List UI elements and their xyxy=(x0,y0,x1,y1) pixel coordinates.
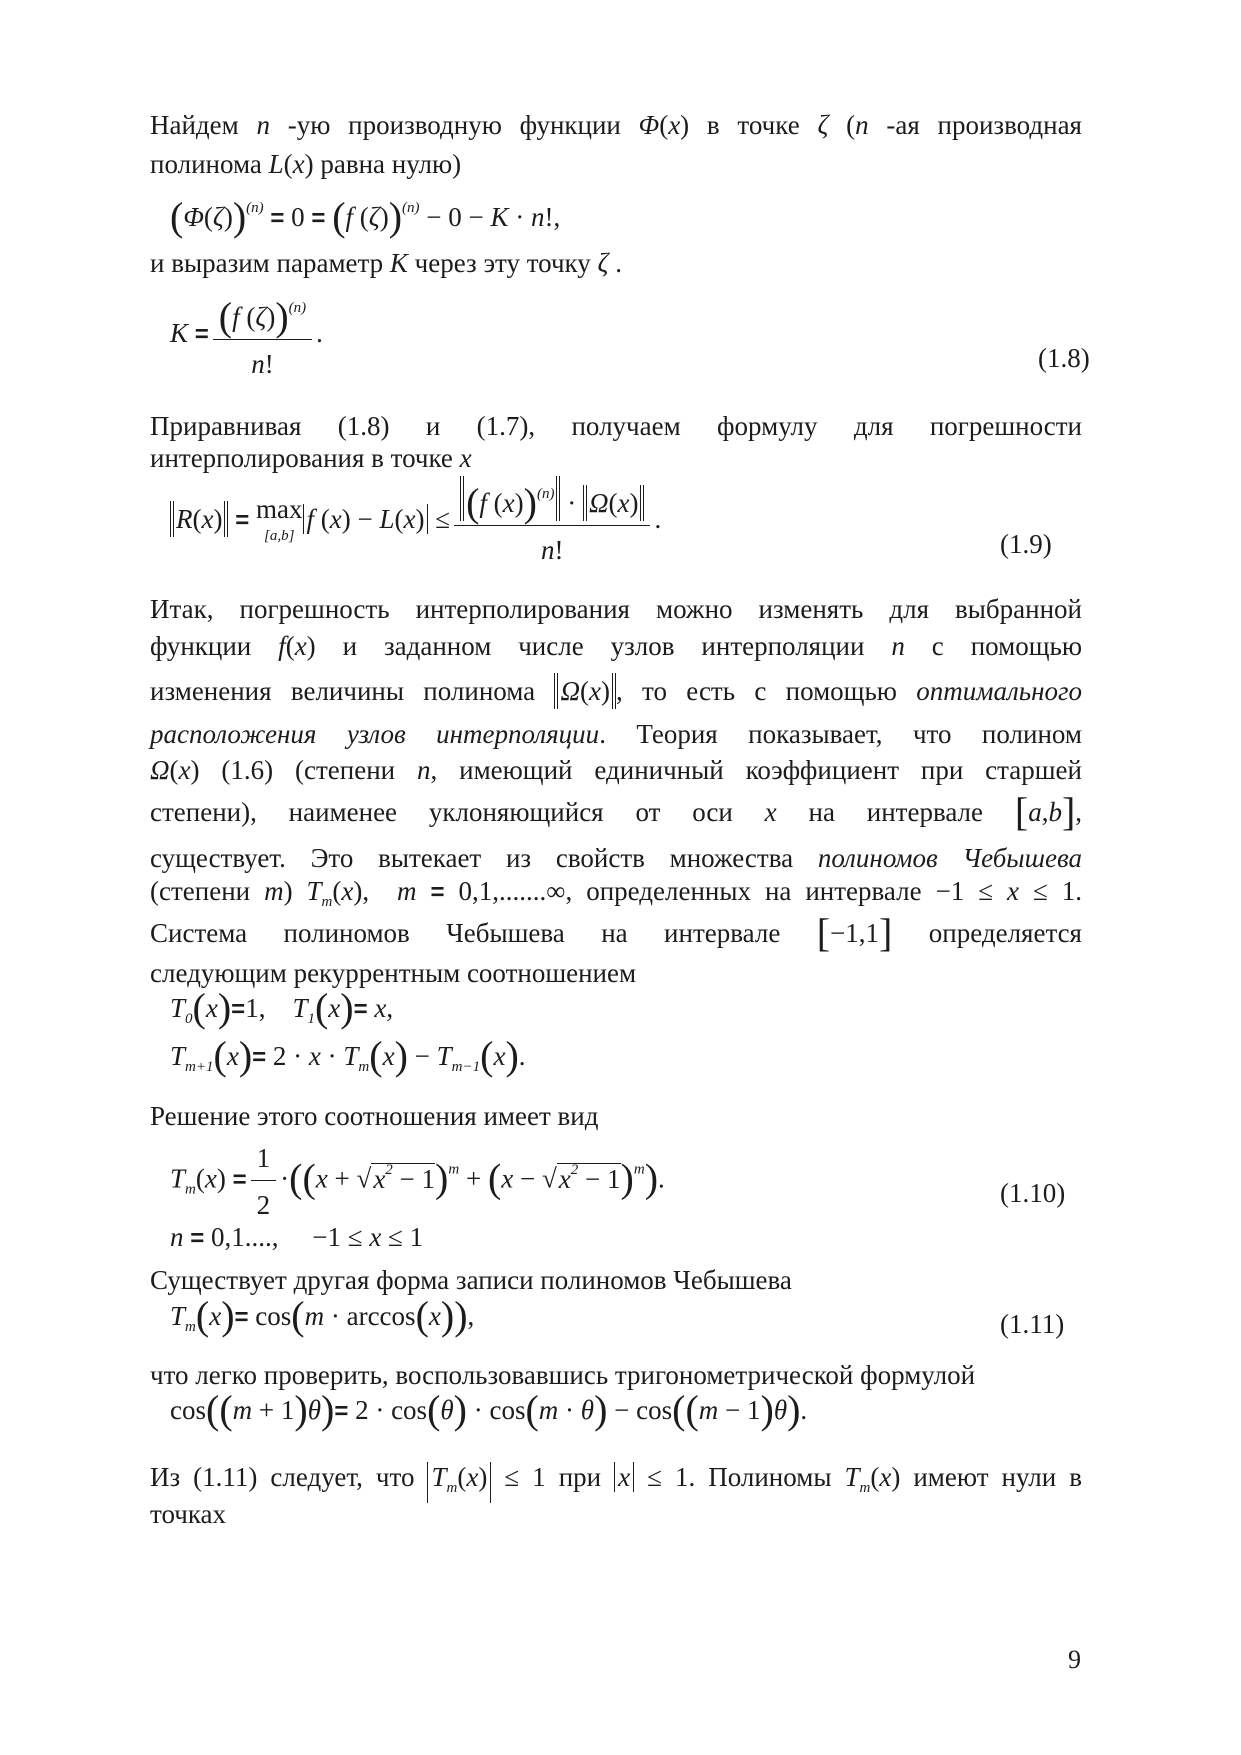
text-run: в точке xyxy=(689,110,818,140)
equation-number: (1.8) xyxy=(1038,343,1090,373)
text-run: Система полиномов Чебышева на интервале xyxy=(150,918,817,948)
math-K: K xyxy=(389,248,408,278)
equation-1-8: K = $\frac{(f (\zeta))^{(n)}}{n!}$ . xyxy=(170,290,323,382)
equation-trig: cos((m + 1)θ)= 2 · cos(θ) · cos(m · θ) − cos((m − 1)θ). xyxy=(170,1387,808,1432)
text-run: (степени xyxy=(150,876,265,906)
text-run: интерполирования в точке xyxy=(150,443,460,473)
text-run: через эту точку xyxy=(407,248,598,278)
text-run: равна нулю) xyxy=(313,149,462,179)
text-run: , то есть с помощью xyxy=(615,676,917,706)
italic-text: оптимального xyxy=(916,676,1082,706)
text-run: -ая производная xyxy=(868,110,1082,140)
text-run: Из (1.11) следует, что xyxy=(150,1462,428,1492)
paragraph-line: что легко проверить, воспользовавшись тригонометрической формулой xyxy=(150,1360,976,1390)
paragraph-line: Ω(x) (1.6) (степени n, имеющий единичный коэффициент при старшей xyxy=(150,755,1082,785)
text-run: , имеющий единичный коэффициент при старшей xyxy=(430,755,1082,785)
text-run: . xyxy=(608,248,622,278)
math-x: x xyxy=(459,443,472,473)
paragraph-line: изменения величины полинома Ω(x) , то есть с помощью оптимального xyxy=(150,673,1082,709)
text-run: ) xyxy=(283,876,307,906)
equation-recurrence-base: $T_0(x)=1$, $T_1(x)= x$, xyxy=(170,985,394,1030)
paragraph-line: и выразим параметр K через эту точку ζ . xyxy=(150,248,622,278)
text-run: ( xyxy=(828,110,856,140)
paragraph-line: Найдем n -ую производную функции Φ(x) в точке ζ (n -ая производная xyxy=(150,110,1082,140)
math-zeta: ζ xyxy=(817,110,829,140)
paragraph-line: Приравнивая (1.8) и (1.7), получаем формулу для погрешности xyxy=(150,411,1082,441)
text-run: на интервале xyxy=(776,797,1015,827)
equation-number: (1.10) xyxy=(1000,1178,1066,1208)
text-run: существует. Это вытекает из свойств множества xyxy=(150,843,818,873)
paragraph-line: функции f(x) и заданном числе узлов интерполяции n с помощью xyxy=(150,631,1082,661)
equation-1-9: R(x) = max [a,b]f (x) − L(x) ≤ $\frac{(f (x))^{(n)} \cdot \Omega(x)}{n!}$ . xyxy=(170,476,661,568)
equation-number: (1.9) xyxy=(1000,529,1052,559)
text-run: с помощью xyxy=(904,631,1082,661)
math-n: n xyxy=(256,110,270,140)
italic-text: расположения узлов интерполяции xyxy=(150,719,600,749)
equation-derivative: $(\Phi(\zeta))^{(n)} = 0 = (f$ (ζ))$^{(n)}$ − 0 − K · n!, xyxy=(170,194,561,239)
paragraph-line: (степени m) $T_m(x)$, m = 0,1,.......∞, определенных на интервале −1 ≤ x ≤ 1. xyxy=(150,876,1083,910)
paragraph-line: полинома L(x) равна нулю) xyxy=(150,149,462,179)
italic-text: полиномов Чебышева xyxy=(817,843,1082,873)
paragraph-line: степени), наименее уклоняющийся от оси x на интервале [a,b], xyxy=(150,789,1083,834)
paragraph-line xyxy=(150,440,1082,476)
text-run: изменения величины полинома xyxy=(150,676,555,706)
paragraph-line: Система полиномов Чебышева на интервале [−1,1] определяется xyxy=(150,910,1082,955)
text-run: , определенных на интервале xyxy=(565,876,936,906)
text-run: . Полиномы xyxy=(688,1462,845,1492)
paragraph-line xyxy=(150,716,1082,752)
text-run: имеют нули в xyxy=(900,1462,1082,1492)
text-run: и заданном числе узлов интерполяции xyxy=(315,631,892,661)
paragraph-line: Итак, погрешность интерполирования можно изменять для выбранной xyxy=(150,594,1082,624)
text-run: . Теория показывает, что полином xyxy=(599,719,1082,749)
text-run: Найдем xyxy=(150,110,257,140)
equation-n-range: n = 0,1...., −1 ≤ x ≤ 1 xyxy=(170,1222,424,1252)
equation-1-10: $T_m(x)$ = $\frac{1}{2}$ $\cdot((x + √x^2 - 1)^m + (x - √x^2 - 1)^m)$. xyxy=(170,1140,665,1223)
paragraph-line: точках xyxy=(150,1499,227,1529)
equation-number: (1.11) xyxy=(1000,1309,1065,1339)
text-run: (1.6) (степени xyxy=(199,755,417,785)
text-run: и выразим параметр xyxy=(150,248,390,278)
text-run: степени), наименее уклоняющийся от оси xyxy=(150,797,765,827)
paragraph-line: следующим рекуррентным соотношением xyxy=(150,958,637,988)
equation-recurrence: $T_{m+1}(x)= 2 \cdot x \cdot T_m(x) - T_{m-1}(x)$. xyxy=(170,1033,526,1078)
equation-1-11: $T_m(x)= \cos(m \cdot \arccos(x))$, xyxy=(170,1293,475,1338)
paragraph-line xyxy=(150,840,1082,876)
page-number: 9 xyxy=(1068,1645,1081,1674)
paragraph-line: Существует другая форма записи полиномов Чебышева xyxy=(150,1265,792,1295)
text-run: функции xyxy=(150,631,279,661)
text-run: при xyxy=(545,1462,615,1492)
text-run: -ую производную функции xyxy=(270,110,639,140)
paragraph-line: Из (1.11) следует, что $T_m(x) \le 1$ при x ≤ 1. Полиномы $T_m(x)$ имеют нули в xyxy=(150,1459,1082,1506)
paragraph-line: Решение этого соотношения имеет вид xyxy=(150,1101,599,1131)
text-run: определяется xyxy=(892,918,1082,948)
text-run: полинома xyxy=(150,149,269,179)
